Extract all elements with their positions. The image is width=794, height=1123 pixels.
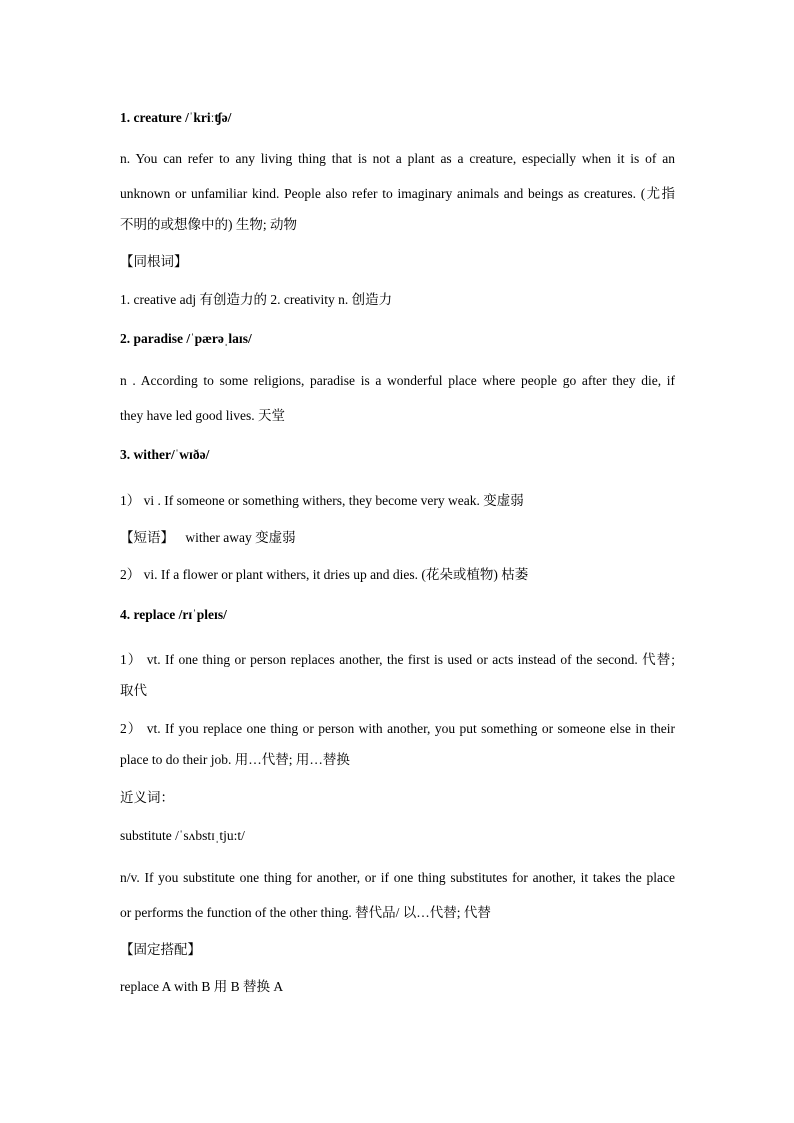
phrase-heading: 【短语】 bbox=[120, 530, 174, 545]
entry-replace-sense1-line1: 1） vt. If one thing or person replaces another, the first is used or acts instead of the second. 代替; bbox=[120, 652, 675, 667]
collocation-heading: 【固定搭配】 bbox=[120, 942, 201, 957]
synonym-definition-line2: or performs the function of the other thing. 替代品/ 以…代替; 代替 bbox=[120, 905, 491, 920]
entry-creature-headword: 1. creature /ˈkriːʧə/ bbox=[120, 110, 232, 125]
entry-replace-sense2-line1: 2） vt. If you replace one thing or person with another, you put something or someone else in their bbox=[120, 721, 675, 736]
phrase-text: wither away 变虚弱 bbox=[185, 530, 296, 545]
entry-creature-definition-line1: n. You can refer to any living thing that is not a plant as a creature, especially when it is of an bbox=[120, 151, 675, 166]
entry-wither-sense2: 2） vi. If a flower or plant withers, it dries up and dies. (花朵或植物) 枯萎 bbox=[120, 567, 529, 582]
entry-creature-definition-line2: unknown or unfamiliar kind. People also refer to imaginary animals and beings as creatures. (尤指 bbox=[120, 186, 675, 201]
entry-creature-definition-line3: 不明的或想像中的) 生物; 动物 bbox=[120, 217, 297, 232]
entry-replace-sense2-line2: place to do their job. 用…代替; 用…替换 bbox=[120, 752, 350, 767]
phrase-row bbox=[120, 526, 675, 546]
collocation-text: replace A with B 用 B 替换 A bbox=[120, 979, 284, 994]
entry-replace-headword: 4. replace /rɪˈpleɪs/ bbox=[120, 607, 227, 622]
synonym-heading: 近义词： bbox=[120, 790, 174, 805]
entry-paradise-definition-line2: they have led good lives. 天堂 bbox=[120, 408, 285, 423]
entry-replace-sense1-line2: 取代 bbox=[120, 683, 147, 698]
entry-wither-sense1: 1） vi . If someone or something withers, they become very weak. 变虚弱 bbox=[120, 493, 524, 508]
entry-paradise-headword: 2. paradise /ˈpærəˌlaɪs/ bbox=[120, 331, 252, 346]
cognate-heading: 【同根词】 bbox=[120, 254, 188, 269]
synonym-definition-line1: n/v. If you substitute one thing for another, or if one thing substitutes for another, it takes the place bbox=[120, 870, 675, 885]
cognate-list: 1. creative adj 有创造力的 2. creativity n. 创造力 bbox=[120, 292, 393, 307]
entry-paradise-definition-line1: n . According to some religions, paradise is a wonderful place where people go after they die, if bbox=[120, 373, 675, 388]
entry-wither-headword: 3. wither/ˈwɪðə/ bbox=[120, 447, 210, 462]
synonym-headword: substitute /ˈsʌbstɪˌtju:t/ bbox=[120, 828, 245, 843]
